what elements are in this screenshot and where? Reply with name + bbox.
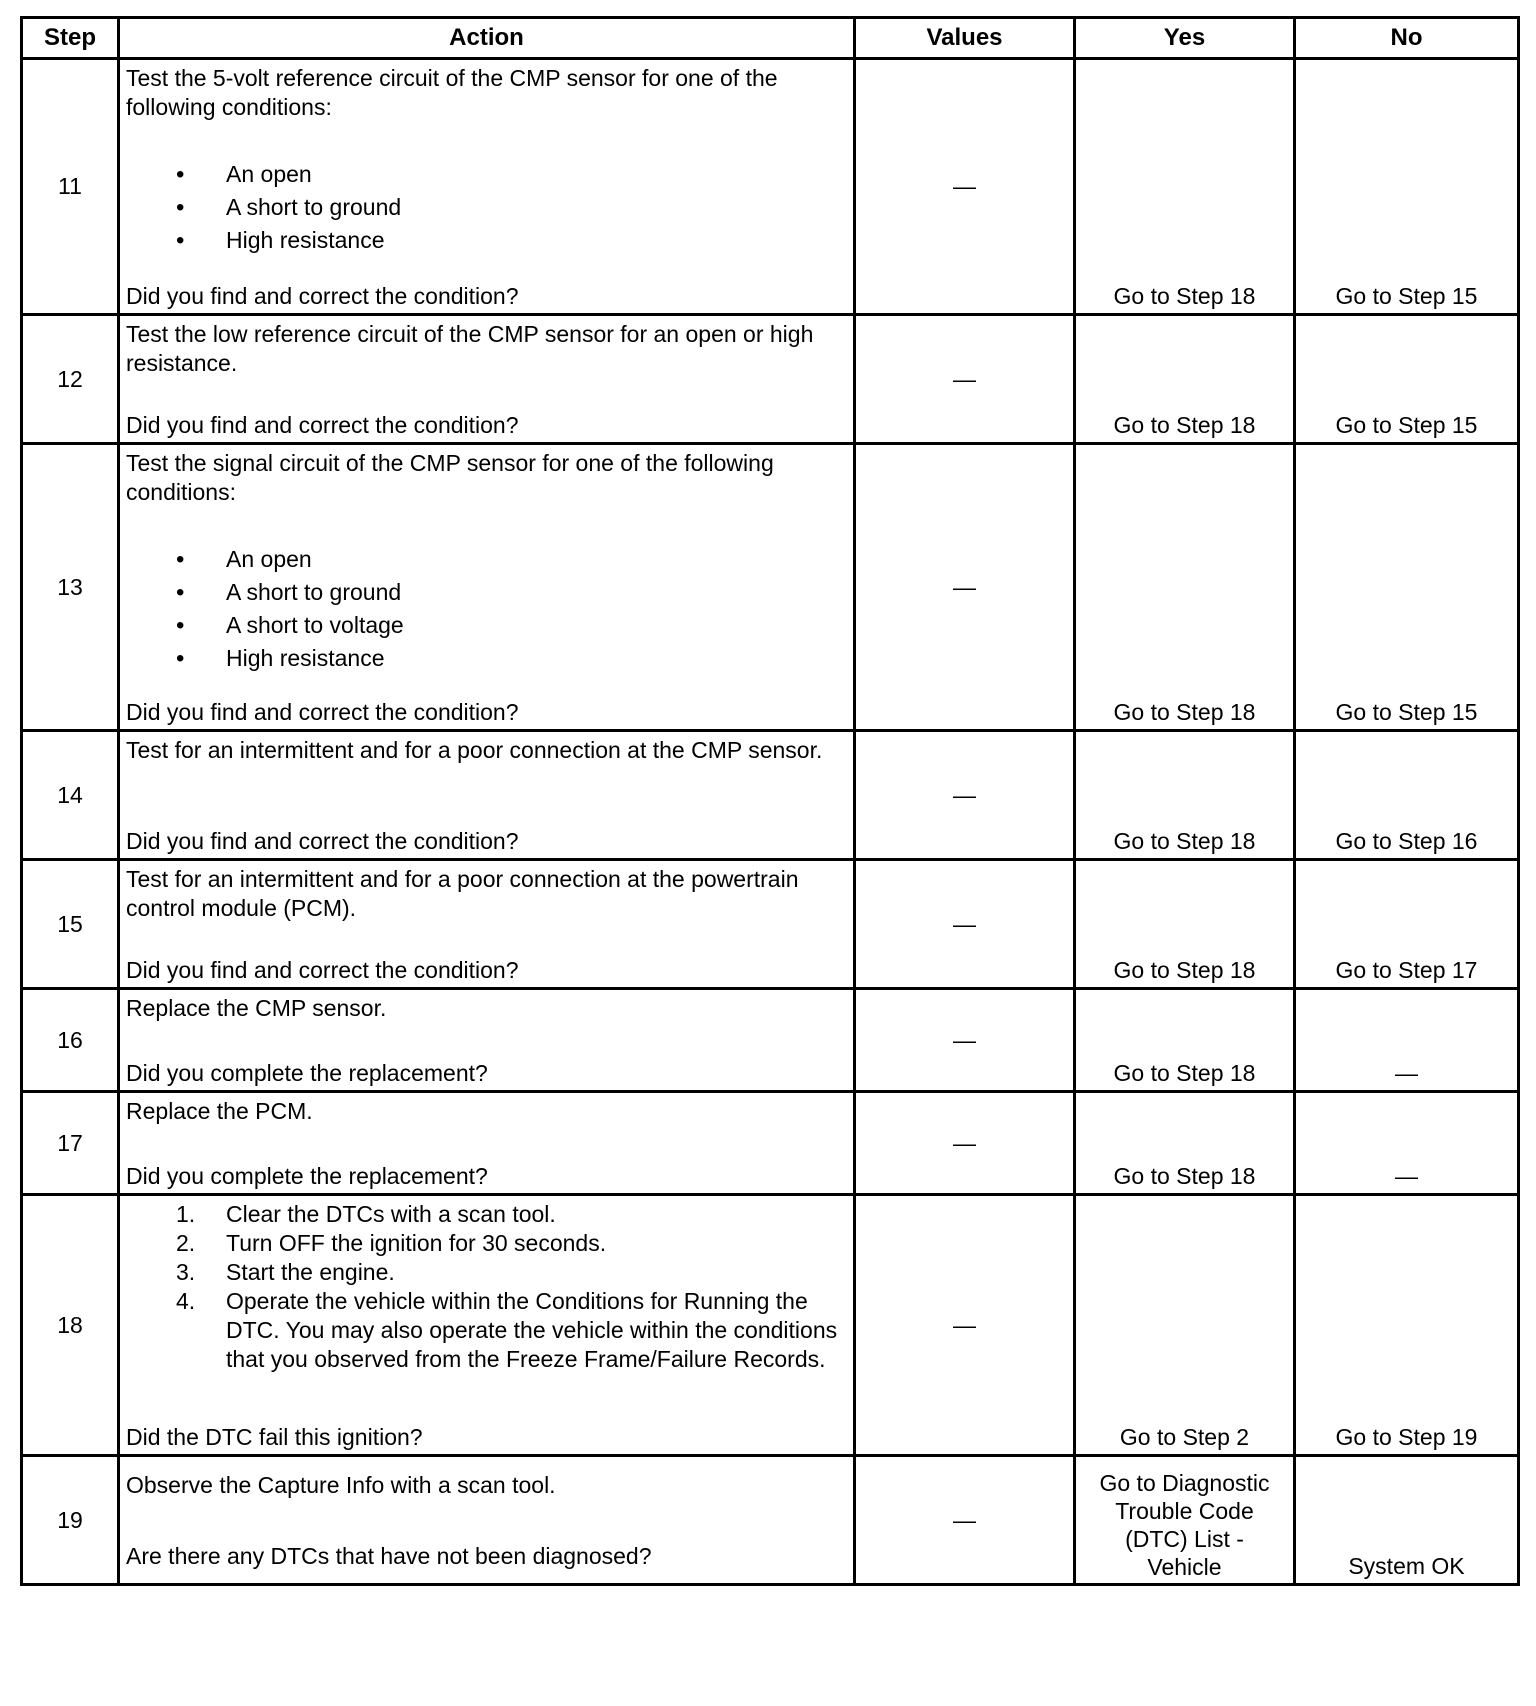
yes-line: Vehicle <box>1147 1554 1222 1580</box>
list-text: Start the engine. <box>226 1259 395 1285</box>
values-dash: — <box>953 573 976 600</box>
table-row <box>22 1456 1519 1585</box>
values-dash: — <box>953 1506 976 1533</box>
no-cell <box>1295 1456 1519 1585</box>
step-number: 14 <box>22 731 119 860</box>
action-question: Did you find and correct the condition? <box>126 957 519 983</box>
list-item: • A short to voltage <box>126 609 843 642</box>
values-dash: — <box>953 173 976 199</box>
no-go-to: Go to Step 17 <box>1335 957 1478 983</box>
list-text: Operate the vehicle within the Conditions for Running the DTC. You may also operate the vehicle within the conditions that you observed from the Freeze Frame/Failure Records. <box>226 1288 838 1372</box>
list-number: 4. <box>176 1288 196 1314</box>
values-dash: — <box>953 1129 976 1156</box>
action-intro: Test for an intermittent and for a poor connection at the CMP sensor. <box>126 737 823 763</box>
yes-line: Trouble Code <box>1115 1498 1254 1524</box>
list-item: • A short to ground <box>126 191 843 224</box>
list-number: 2. <box>176 1230 196 1256</box>
no-cell <box>1295 1092 1519 1195</box>
no-cell <box>1295 1195 1519 1456</box>
values-cell <box>855 1195 1075 1456</box>
yes-line: Go to Diagnostic <box>1099 1470 1270 1496</box>
action-question: Did you find and correct the condition? <box>126 828 519 854</box>
action-cell <box>119 1456 855 1585</box>
header-no: No <box>1295 18 1519 59</box>
header-values: Values <box>855 18 1075 59</box>
values-dash: — <box>953 365 976 392</box>
step-number: 18 <box>22 1195 119 1456</box>
yes-go-to: Go to Step 18 <box>1113 828 1256 854</box>
action-intro: Test the signal circuit of the CMP sensor for one of the following conditions: <box>126 450 774 505</box>
values-dash: — <box>953 910 976 937</box>
no-cell <box>1295 989 1519 1092</box>
values-cell <box>855 989 1075 1092</box>
no-go-to: Go to Step 15 <box>1335 699 1478 725</box>
condition-list <box>126 543 843 675</box>
yes-cell <box>1075 860 1295 989</box>
list-item: • An open <box>126 158 843 191</box>
action-cell <box>119 989 855 1092</box>
step-number: 19 <box>22 1456 119 1585</box>
values-cell <box>855 59 1075 315</box>
yes-cell <box>1075 315 1295 444</box>
values-cell <box>855 315 1075 444</box>
action-question: Are there any DTCs that have not been diagnosed? <box>126 1543 652 1569</box>
table-row <box>22 315 1519 444</box>
header-action: Action <box>119 18 855 59</box>
no-cell <box>1295 315 1519 444</box>
table-row <box>22 444 1519 731</box>
action-intro: Observe the Capture Info with a scan tool. <box>126 1472 556 1498</box>
list-item: • High resistance <box>126 642 843 675</box>
action-cell <box>119 59 855 315</box>
no-go-to: Go to Step 15 <box>1335 283 1478 309</box>
values-cell <box>855 731 1075 860</box>
step-number: 17 <box>22 1092 119 1195</box>
list-number: 3. <box>176 1259 196 1285</box>
table-row <box>22 1195 1519 1456</box>
step-number: 13 <box>22 444 119 731</box>
list-text: Turn OFF the ignition for 30 seconds. <box>226 1230 607 1256</box>
action-cell <box>119 731 855 860</box>
yes-go-to: Go to Step 2 <box>1119 1424 1250 1450</box>
yes-go-to: Go to Step 18 <box>1113 1163 1256 1189</box>
list-item: • An open <box>126 543 843 576</box>
action-cell <box>119 315 855 444</box>
no-dash: — <box>1395 1163 1418 1189</box>
action-intro: Replace the CMP sensor. <box>126 995 387 1021</box>
table-row <box>22 860 1519 989</box>
action-cell <box>119 860 855 989</box>
header-step: Step <box>22 18 119 59</box>
no-cell <box>1295 860 1519 989</box>
action-question: Did you find and correct the condition? <box>126 283 519 309</box>
action-cell <box>119 1092 855 1195</box>
yes-go-to: Go to Step 18 <box>1113 283 1256 309</box>
yes-cell <box>1075 731 1295 860</box>
action-question: Did you complete the replacement? <box>126 1060 488 1086</box>
yes-cell <box>1075 1456 1295 1585</box>
values-cell <box>855 444 1075 731</box>
yes-go-to: Go to Step 18 <box>1113 412 1256 438</box>
list-number: 1. <box>176 1201 196 1227</box>
yes-go-to: Go to Step 18 <box>1113 957 1256 983</box>
list-item: • A short to ground <box>126 576 843 609</box>
no-cell <box>1295 59 1519 315</box>
procedure-list <box>126 1200 843 1374</box>
yes-cell <box>1075 1092 1295 1195</box>
yes-go-to: Go to Step 18 <box>1113 699 1256 725</box>
header-yes: Yes <box>1075 18 1295 59</box>
yes-cell <box>1075 444 1295 731</box>
action-question: Did the DTC fail this ignition? <box>126 1424 423 1450</box>
action-question: Did you complete the replacement? <box>126 1163 488 1189</box>
list-item <box>126 1200 843 1229</box>
table-row <box>22 731 1519 860</box>
no-go-to: Go to Step 19 <box>1335 1424 1478 1450</box>
action-intro: Test the 5-volt reference circuit of the CMP sensor for one of the following conditions: <box>126 65 778 120</box>
action-intro: Replace the PCM. <box>126 1098 313 1124</box>
values-dash: — <box>953 781 976 808</box>
action-intro: Test for an intermittent and for a poor connection at the powertrain control module (PCM). <box>126 866 799 921</box>
action-cell <box>119 1195 855 1456</box>
condition-list <box>126 158 843 257</box>
yes-go-to <box>1076 1469 1293 1581</box>
no-go-to: System OK <box>1348 1553 1465 1579</box>
list-item: • High resistance <box>126 224 843 257</box>
values-cell <box>855 860 1075 989</box>
step-number: 15 <box>22 860 119 989</box>
yes-cell <box>1075 989 1295 1092</box>
values-dash: — <box>953 1311 976 1338</box>
yes-line: (DTC) List - <box>1125 1526 1244 1552</box>
diagnostic-table <box>20 16 1520 1586</box>
table-row <box>22 989 1519 1092</box>
step-number: 16 <box>22 989 119 1092</box>
header-row <box>22 18 1519 59</box>
table-row <box>22 1092 1519 1195</box>
yes-cell <box>1075 59 1295 315</box>
values-cell <box>855 1092 1075 1195</box>
action-question: Did you find and correct the condition? <box>126 412 519 438</box>
yes-cell <box>1075 1195 1295 1456</box>
no-cell <box>1295 731 1519 860</box>
values-dash: — <box>953 1026 976 1053</box>
step-number: 11 <box>22 59 119 315</box>
list-item <box>126 1229 843 1258</box>
list-item <box>126 1287 843 1374</box>
no-go-to: Go to Step 16 <box>1335 828 1478 854</box>
no-dash: — <box>1395 1060 1418 1086</box>
list-item <box>126 1258 843 1287</box>
yes-go-to: Go to Step 18 <box>1113 1060 1256 1086</box>
action-question: Did you find and correct the condition? <box>126 699 519 725</box>
values-cell <box>855 1456 1075 1585</box>
no-go-to: Go to Step 15 <box>1335 412 1478 438</box>
action-cell <box>119 444 855 731</box>
no-cell <box>1295 444 1519 731</box>
table-row <box>22 59 1519 315</box>
list-text: Clear the DTCs with a scan tool. <box>226 1201 556 1227</box>
step-number: 12 <box>22 315 119 444</box>
action-intro: Test the low reference circuit of the CMP sensor for an open or high resistance. <box>126 321 814 376</box>
